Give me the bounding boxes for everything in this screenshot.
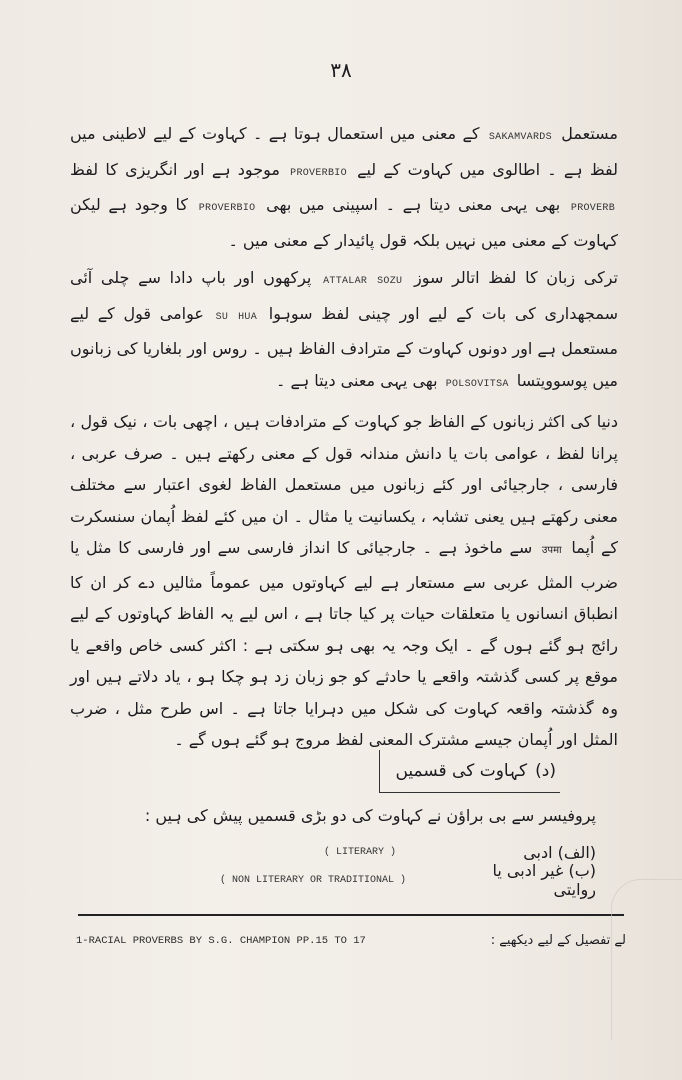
section-title: کہاوت کی قسمیں <box>395 761 528 781</box>
latin-term: ATTALAR SOZU <box>323 276 403 287</box>
latin-term: SU HUA <box>215 311 258 323</box>
latin-term: PROVERBIO <box>198 203 256 214</box>
page-curl <box>611 879 682 1040</box>
text-run: موجود ہے اور انگریزی کا لفظ <box>70 159 288 179</box>
text-run: مستعمل <box>554 124 619 143</box>
classification-english: ( NON LITERARY OR TRADITIONAL ) <box>219 874 406 886</box>
classification-urdu: (ب) غیر ادبی یا روایتی <box>492 861 596 899</box>
body-text <box>70 118 618 756</box>
devanagari-term: उपमा <box>541 545 562 556</box>
latin-term: PROVERB <box>570 203 616 214</box>
page-number: ۳۸ <box>330 58 352 82</box>
footnote-urdu: لے تفصیل کے لیے دیکھیے : <box>490 933 626 948</box>
paragraph <box>70 118 618 256</box>
classification-english: ( LITERARY ) <box>323 846 396 858</box>
classification-item <box>116 861 596 899</box>
footnote <box>76 933 626 948</box>
text-run: کا وجود ہے لیکن کہاوت کے معنی میں نہیں بلکہ قول پائیدار کے معنی میں ۔ <box>70 195 618 250</box>
footnote-english: 1-RACIAL PROVERBS BY S.G. CHAMPION PP.15 TO 17 <box>76 934 366 947</box>
text-run: ترکی زبان کا لفظ اتالر سوز <box>405 268 619 287</box>
paragraph <box>70 406 618 756</box>
text-run: کے معنی میں استعمال ہوتا ہے ۔ کہاوت کے لیے لاطینی میں لفظ ہے ۔ اطالوی میں کہاوت کے لیے <box>70 124 619 179</box>
intro-line: پروفیسر سے بی براؤن نے کہاوت کی دو بڑی قسمیں پیش کی ہیں : <box>144 806 596 825</box>
paragraph <box>70 262 618 400</box>
heading-bracket <box>379 750 560 793</box>
text-run: بھی یہی معنی دیتا ہے ۔ اسپینی میں بھی <box>258 195 568 214</box>
classification-urdu: (الف) ادبی <box>523 842 596 862</box>
text-run: پرکھوں اور باپ دادا سے چلی آئی سمجھداری کی بات کے لیے اور چینی لفظ سوہوا <box>70 268 618 323</box>
section-heading <box>395 760 556 781</box>
section-marker: (د) <box>535 760 556 781</box>
text-run: عوامی قول کے لیے مستعمل ہے اور دونوں کہاوت کے مترادف الفاظ ہیں ۔ روس اور بلغاریا کی زبانوں میں پوسوویتسا <box>70 303 618 390</box>
latin-term: POLSOVITSA <box>445 378 509 390</box>
latin-term: PROVERBIO <box>290 167 347 179</box>
text-run: بھی یہی معنی دیتا ہے ۔ <box>275 370 443 390</box>
latin-term: SAKAMVARDS <box>488 132 552 143</box>
footnote-divider <box>78 914 624 916</box>
text-run: دنیا کی اکثر زبانوں کے الفاظ جو کہاوت کے مترادفات ہیں ، اچھی بات ، نیک قول ، پرانا لفظ ، عوامی بات یا دانش مندانہ قول کے معنی رکھتے ہیں ۔ صرف عربی ، فارسی ، جارجیائی اور کئے زبانوں میں مستعمل الفاظ لغوی اعتبار سے مختلف معنی رکھتے ہیں یعنی تشابہ ، یکسانیت یا مثال ۔ ان میں کئے لفظ اُپمان سنسکرت کے اُپما <box>70 412 619 557</box>
text-run: سے ماخوذ ہے ۔ جارجیائی کا انداز فارسی سے اور فارسی کا مثل یا ضرب المثل عربی سے مستعار ہے لیے کہاوتوں میں عموماً مثالیں دے کر ان کا انطباق انسانوں یا متعلقات حیات پر کیا جاتا ہے ، اس لیے یہ الفاظ کہاوتوں کے لیے رائج ہو گئے ہوں گے ۔ ایک وجہ یہ بھی ہو سکتی ہے : اکثر کسی خاص واقعے یا موقع پر کسی گذشتہ واقعے یا حادثے کو جو زبان زد ہو چکا ہو ، یاد دلاتے ہیں اور وہ گذشتہ واقعہ کہاوت کی شکل میں دہرایا جاتا ہے ۔ اس طرح مثل ، ضرب المثل اور اُپمان جیسے مشترک المعنی لفظ مروج ہو گئے ہوں گے ۔ <box>70 538 618 749</box>
